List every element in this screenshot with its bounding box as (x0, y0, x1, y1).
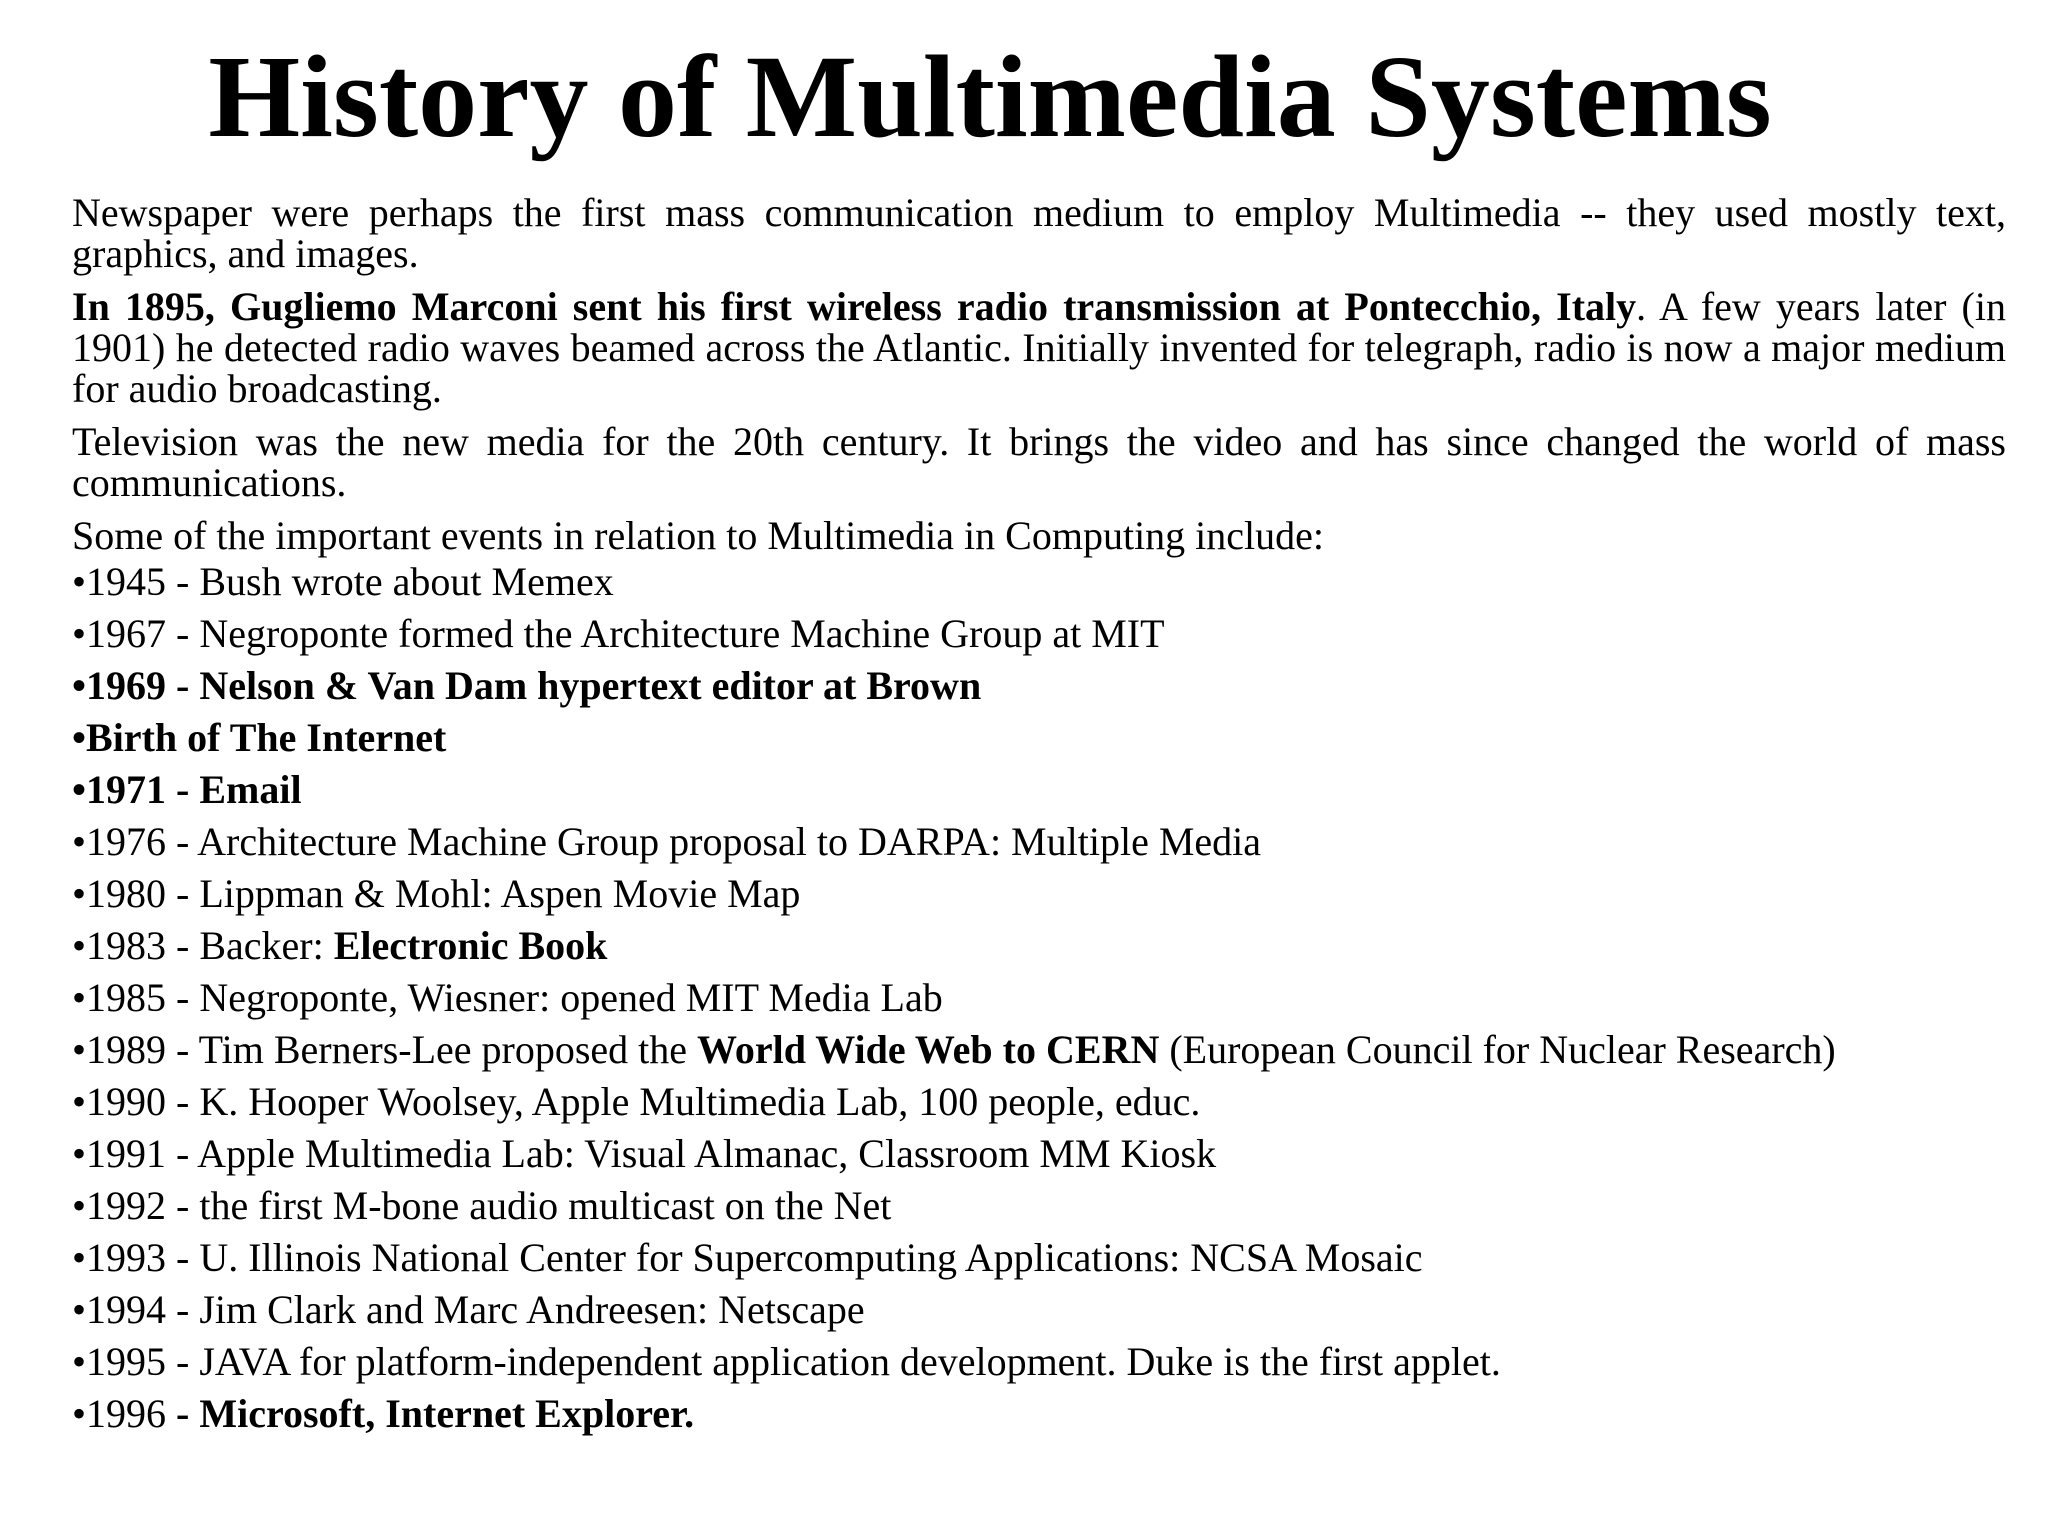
list-item: •1992 - the first M-bone audio multicast on the Net (72, 1183, 892, 1228)
list-item: •1990 - K. Hooper Woolsey, Apple Multimedia Lab, 100 people, educ. (72, 1079, 1201, 1124)
bullet-icon: • (72, 1131, 87, 1176)
paragraph-television: Television was the new media for the 20th century. It brings the video and has since changed the world of mass communications. (72, 419, 2006, 505)
list-item: •1995 - JAVA for platform-independent application development. Duke is the first applet. (72, 1339, 1501, 1384)
paragraph-marconi (72, 286, 2006, 409)
list-item: •1994 - Jim Clark and Marc Andreesen: Netscape (72, 1287, 865, 1332)
bullet-icon: • (72, 1235, 87, 1280)
list-item: •1969 - Nelson & Van Dam hypertext editor at Brown (72, 663, 982, 708)
list-item: •1976 - Architecture Machine Group proposal to DARPA: Multiple Media (72, 819, 1262, 864)
paragraph-events-intro: Some of the important events in relation to Multimedia in Computing include: (72, 513, 1325, 558)
bullet-icon: • (72, 1287, 87, 1332)
marconi-highlight: In 1895, Gugliemo Marconi sent his first wireless radio transmission at Pontecchio, Italy (72, 284, 1637, 329)
slide-content (72, 192, 2006, 1440)
list-item: •Birth of The Internet (72, 715, 447, 760)
bullet-icon: • (72, 975, 87, 1020)
list-item: •1996 - Microsoft, Internet Explorer. (72, 1391, 695, 1436)
bullet-icon: • (72, 1027, 87, 1072)
bullet-icon: • (72, 1183, 87, 1228)
bullet-icon: • (72, 871, 87, 916)
list-item: •1985 - Negroponte, Wiesner: opened MIT Media Lab (72, 975, 943, 1020)
bullet-icon: • (72, 923, 87, 968)
list-item: •1945 - Bush wrote about Memex (72, 559, 614, 604)
list-item: •1971 - Email (72, 767, 302, 812)
slide-title: History of Multimedia Systems (208, 31, 1772, 162)
list-item: •1991 - Apple Multimedia Lab: Visual Almanac, Classroom MM Kiosk (72, 1131, 1217, 1176)
list-item: •1967 - Negroponte formed the Architecture Machine Group at MIT (72, 611, 1165, 656)
list-item: •1980 - Lippman & Mohl: Aspen Movie Map (72, 871, 801, 916)
bullet-icon: • (72, 767, 87, 812)
paragraph-newspaper: Newspaper were perhaps the first mass communication medium to employ Multimedia -- they used mostly text, graphics, and images. (72, 190, 2006, 276)
bullet-icon: • (72, 1391, 87, 1436)
list-item: •1983 - Backer: Electronic Book (72, 923, 608, 968)
timeline-list (72, 556, 2006, 1440)
bullet-icon: • (72, 559, 87, 604)
marconi-rest: . A few years later (in 1901) he detected radio waves beamed across the Atlantic. Initially invented for telegraph, radio is now a major medium for audio broadcasting. (72, 284, 2006, 411)
list-item: •1993 - U. Illinois National Center for Supercomputing Applications: NCSA Mosaic (72, 1235, 1423, 1280)
bullet-icon: • (72, 1079, 87, 1124)
bullet-icon: • (72, 663, 87, 708)
bullet-icon: • (72, 819, 87, 864)
bullet-icon: • (72, 1339, 87, 1384)
bullet-icon: • (72, 611, 87, 656)
list-item: •1989 - Tim Berners-Lee proposed the World Wide Web to CERN (European Council for Nuclear Research) (72, 1027, 1836, 1072)
bullet-icon: • (72, 715, 87, 760)
